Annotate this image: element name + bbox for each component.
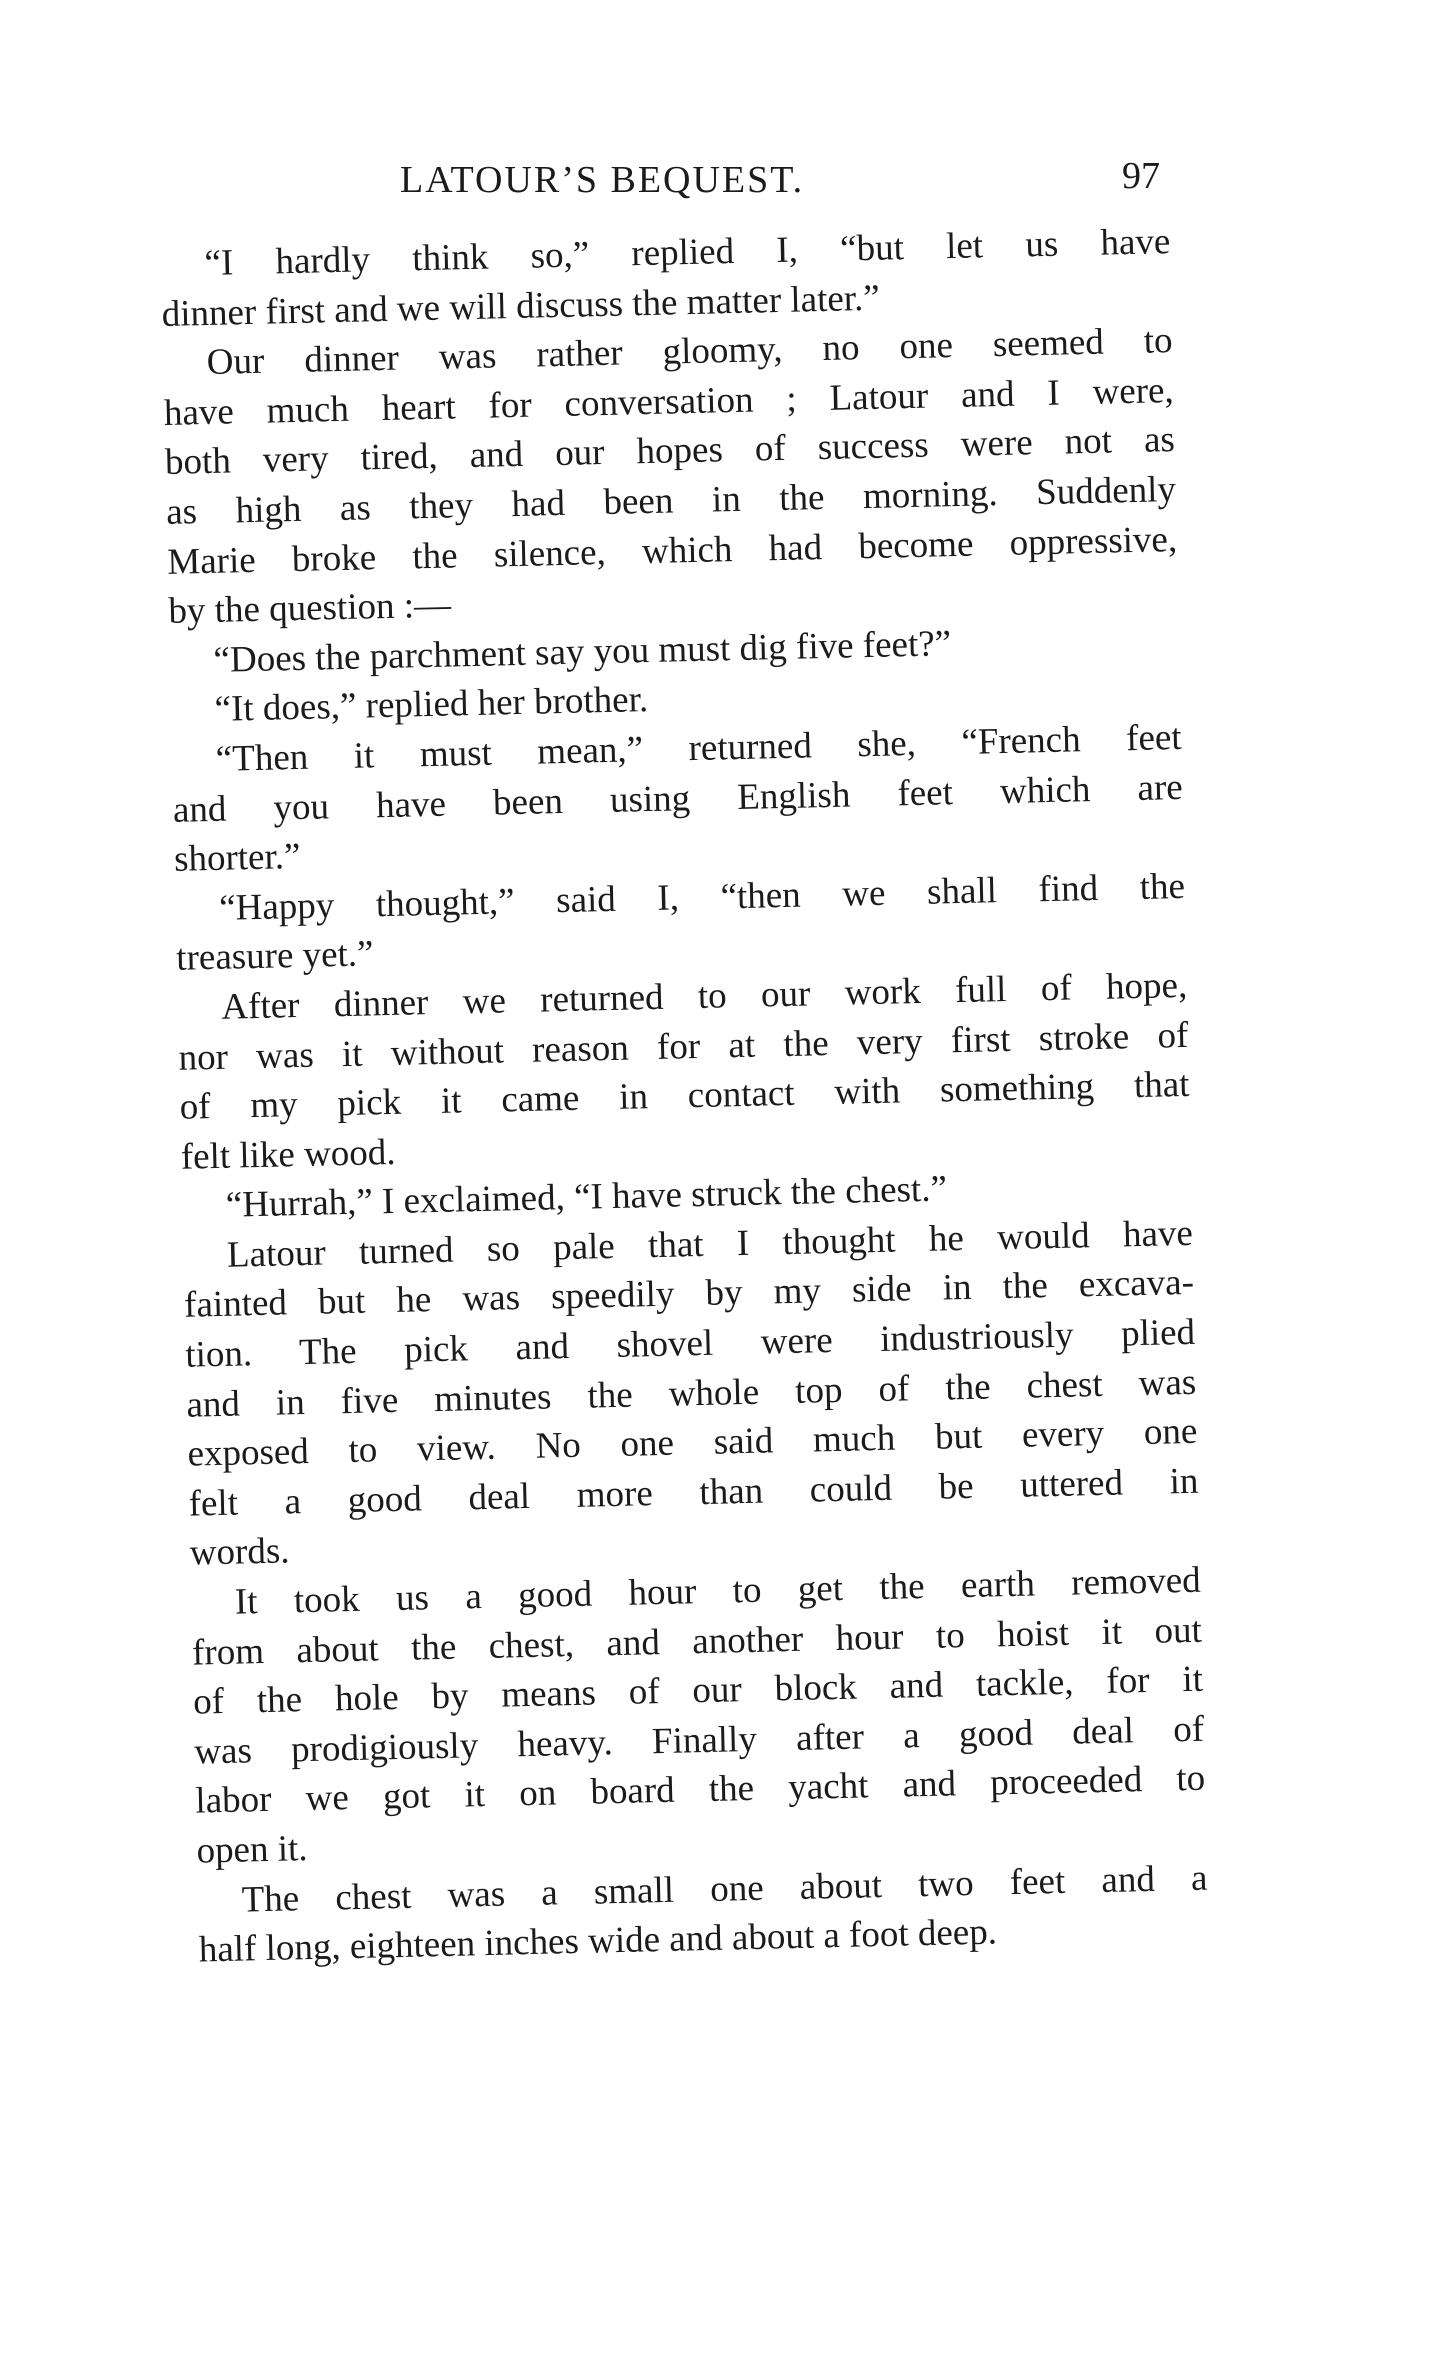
text-line: shorter.” bbox=[173, 836, 301, 880]
text-line: Marie broke the silence, which had become oppressive, bbox=[166, 518, 1178, 583]
text-line: of my pick it came in contact with something that bbox=[179, 1063, 1190, 1128]
text-line: “It does,” replied her brother. bbox=[214, 679, 649, 731]
text-line: treasure yet.” bbox=[175, 933, 374, 980]
text-line: both very tired, and our hopes of success were not as bbox=[164, 419, 1176, 484]
text-line: from about the chest, and another hour to hoist it out bbox=[191, 1609, 1203, 1674]
text-line: by the question :— bbox=[167, 584, 452, 633]
text-line: “Does the parchment say you must dig five feet?” bbox=[213, 622, 952, 681]
text-line: nor was it without reason for at the very first stroke of bbox=[178, 1014, 1189, 1079]
text-line: fainted but he was speedily by my side in the excava- bbox=[183, 1262, 1195, 1327]
text-line: tion. The pick and shovel were industriously plied bbox=[184, 1311, 1196, 1376]
running-head: LATOUR’S BEQUEST. bbox=[400, 159, 805, 201]
text-line: “Then it must mean,” returned she, “French feet bbox=[215, 716, 1183, 780]
text-line: Our dinner was rather gloomy, no one seemed to bbox=[206, 320, 1174, 384]
text-line: have much heart for conversation ; Latour and I were, bbox=[163, 369, 1175, 434]
text-line: of the hole by means of our block and tackle, for it bbox=[192, 1658, 1204, 1723]
text-line: After dinner we returned to our work full of hope, bbox=[220, 964, 1188, 1028]
text-line: Latour turned so pale that I thought he would have bbox=[226, 1212, 1194, 1276]
page-number: 97 bbox=[1122, 155, 1160, 197]
text-line: words. bbox=[189, 1530, 290, 1575]
text-line: exposed to view. No one said much but every one bbox=[187, 1411, 1198, 1475]
text-line: as high as they had been in the morning. Suddenly bbox=[165, 468, 1177, 533]
text-line: was prodigiously heavy. Finally after a good deal of bbox=[193, 1708, 1205, 1773]
text-line: “Happy thought,” said I, “then we shall find the bbox=[218, 865, 1186, 929]
text-line: and in five minutes the whole top of the chest was bbox=[185, 1361, 1197, 1426]
text-line: It took us a good hour to get the earth removed bbox=[234, 1559, 1202, 1623]
text-line: open it. bbox=[196, 1828, 308, 1872]
text-line: and you have been using English feet which are bbox=[172, 766, 1184, 831]
text-line: “I hardly think so,” replied I, “but let us have bbox=[204, 221, 1171, 284]
text-line: The chest was a small one about two feet and a bbox=[241, 1857, 1208, 1921]
body-text bbox=[160, 217, 1209, 1975]
text-line: labor we got it on board the yacht and proceeded to bbox=[194, 1758, 1206, 1822]
page-header bbox=[400, 155, 1160, 218]
text-line: dinner first and we will discuss the matter later.” bbox=[161, 277, 881, 335]
text-line: felt a good deal more than could be uttered in bbox=[188, 1460, 1199, 1525]
text-line: “Hurrah,” I exclaimed, “I have struck the chest.” bbox=[225, 1168, 948, 1227]
text-line: felt like wood. bbox=[180, 1131, 396, 1178]
text-line: half long, eighteen inches wide and about a foot deep. bbox=[198, 1911, 998, 1971]
